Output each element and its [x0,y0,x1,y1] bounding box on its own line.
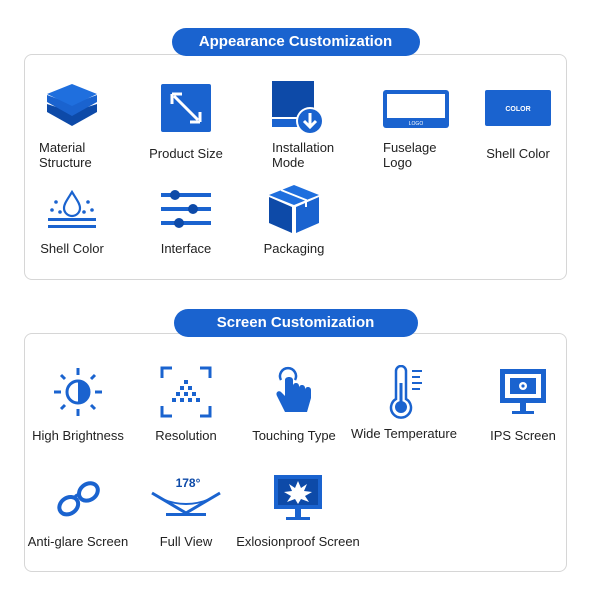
svg-text:COLOR: COLOR [505,106,531,113]
screen-panel [24,333,567,572]
appearance-section [24,28,567,278]
box-icon [239,183,349,235]
appearance-item-label: Interface [160,241,212,256]
appearance-title: Appearance Customization [172,28,420,56]
screen-item-label: Full View [159,534,213,549]
layers-icon [17,82,127,134]
explosion-monitor-icon [243,472,353,524]
appearance-item-label: Installation Mode [272,140,335,170]
ips-monitor-icon [468,366,578,418]
view-angle-icon [131,472,241,524]
screen-item-label: High Brightness [32,428,124,443]
screen-item-ips[interactable] [468,366,578,443]
appearance-item-label: Material Structure [39,140,92,170]
brightness-icon [23,366,133,418]
screen-title: Screen Customization [174,309,418,337]
svg-text:178°: 178° [175,476,201,490]
appearance-item-label: Fuselage Logo [383,140,437,170]
screen-item-anti-glare[interactable] [23,472,133,549]
screen-item-label: Anti-glare Screen [27,534,129,549]
appearance-item-interface[interactable] [131,183,241,256]
appearance-item-material[interactable] [17,82,127,170]
screen-item-temperature[interactable] [349,366,459,441]
screen-item-brightness[interactable] [23,366,133,443]
screen-item-label: Resolution [155,428,217,443]
screen-section [24,309,567,571]
appearance-item-size[interactable] [131,82,241,161]
screen-item-label: Wide Temperature [351,426,457,441]
resolution-icon [131,366,241,418]
svg-text:LOGO: LOGO [408,121,424,127]
appearance-item-install[interactable] [242,82,352,170]
screen-item-label: Touching Type [252,428,336,443]
appearance-item-packaging[interactable] [239,183,349,256]
appearance-item-logo[interactable] [361,82,471,170]
screen-item-label: Exlosionproof Screen [236,534,360,549]
screen-item-explosionproof[interactable] [236,472,360,549]
logo-frame-icon [361,82,471,134]
appearance-panel [24,54,567,280]
screen-item-resolution[interactable] [131,366,241,443]
appearance-item-label: Shell Color [40,241,104,256]
color-swatch-icon [463,82,573,134]
appearance-item-label: Shell Color [486,146,550,161]
touch-hand-icon [239,366,349,418]
install-download-icon [242,82,352,134]
screen-item-touch[interactable] [239,366,349,443]
thermometer-icon [349,366,459,418]
coating-drop-icon [17,183,127,235]
glasses-icon [23,472,133,524]
resize-icon [131,82,241,134]
appearance-item-label: Product Size [149,146,223,161]
appearance-item-shell-color-2[interactable] [17,183,127,256]
sliders-icon [131,183,241,235]
appearance-item-label: Packaging [263,241,325,256]
screen-item-label: IPS Screen [490,428,556,443]
appearance-item-shell-color[interactable] [463,82,573,161]
screen-item-full-view[interactable] [131,472,241,549]
